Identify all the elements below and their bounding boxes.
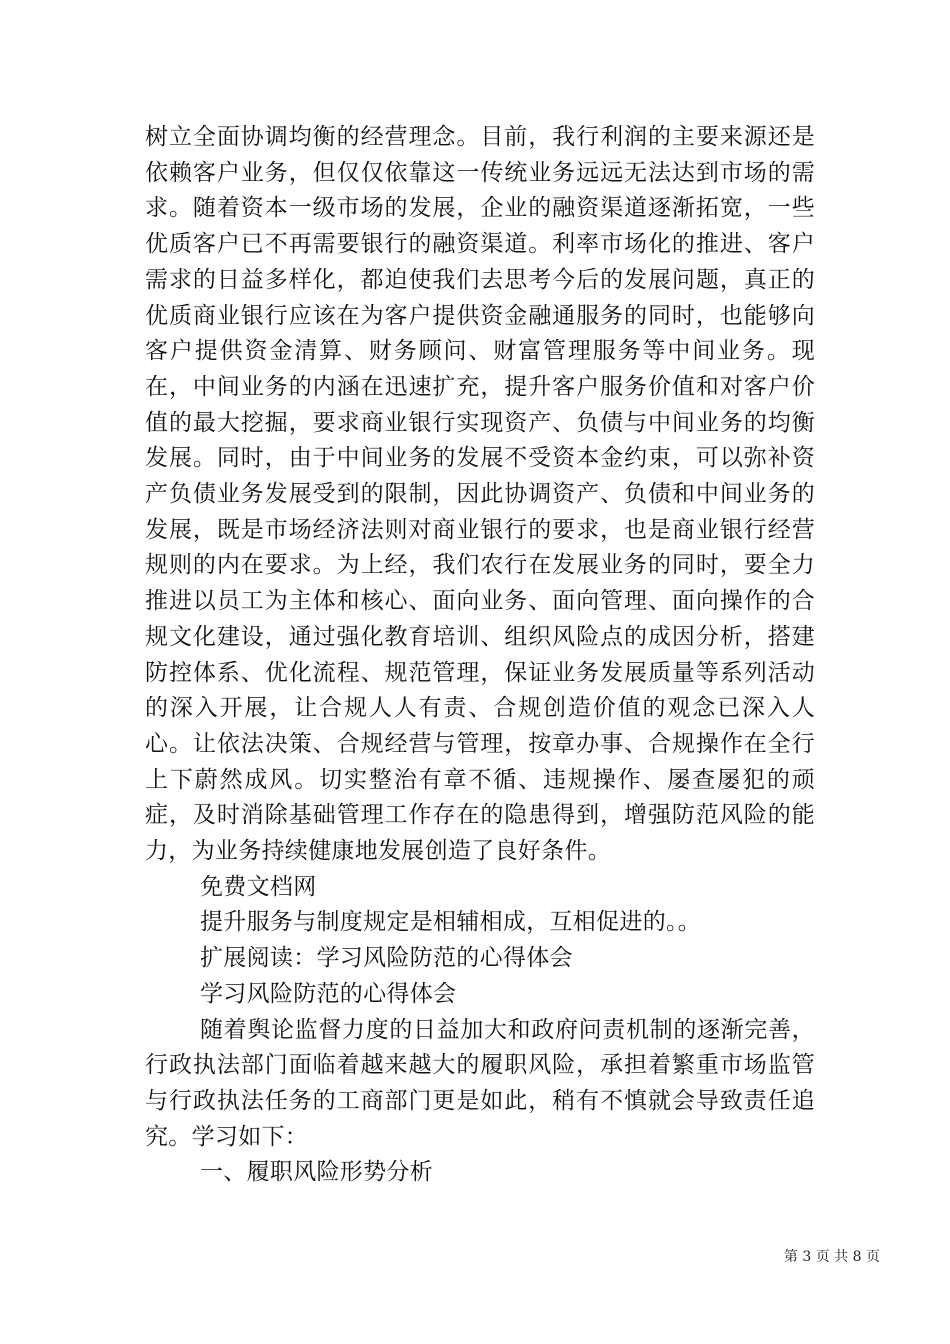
document-body	[145, 120, 815, 1191]
paragraph-intro: 随着舆论监督力度的日益加大和政府问责机制的逐渐完善，行政执法部门面临着越来越大的履职风险，承担着繁重市场监管与行政执法任务的工商部门更是如此，稍有不慎就会导致责任追究。学习如下：	[145, 1016, 815, 1150]
paragraph-section-title: 学习风险防范的心得体会	[200, 980, 457, 1007]
paragraph-service-rules: 提升服务与制度规定是相辅相成，互相促进的。。	[200, 909, 702, 936]
paragraph-heading-one: 一、履职风险形势分析	[200, 1159, 433, 1186]
page-number-footer: 第 3 页 共 8 页	[783, 1249, 880, 1265]
paragraph-source-note: 免费文档网	[200, 873, 317, 900]
paragraph-business-balance: 树立全面协调均衡的经营理念。目前，我行利润的主要来源还是依赖客户业务，但仅仅依靠这一传统业务远远无法达到市场的需求。随着资本一级市场的发展，企业的融资渠道逐渐拓宽，一些优质客户已不再需要银行的融资渠道。利率市场化的推进、客户需求的日益多样化，都迫使我们去思考今后的发展问题，真正的优质商业银行应该在为客户提供资金融通服务的同时，也能够向客户提供资金清算、财务顾问、财富管理服务等中间业务。现在，中间业务的内涵在迅速扩充，提升客户服务价值和对客户价值的最大挖掘，要求商业银行实现资产、负债与中间业务的均衡发展。同时，由于中间业务的发展不受资本金约束，可以弥补资产负债业务发展受到的限制，因此协调资产、负债和中间业务的发展，既是市场经济法则对商业银行的要求，也是商业银行经营规则的内在要求。为上经，我们农行在发展业务的同时，要全力推进以员工为主体和核心、面向业务、面向管理、面向操作的合规文化建设，通过强化教育培训、组织风险点的成因分析，搭建防控体系、优化流程、规范管理，保证业务发展质量等系列活动的深入开展，让合规人人有责、合规创造价值的观念已深入人心。让依法决策、合规经营与管理，按章办事、合规操作在全行上下蔚然成风。切实整治有章不循、违规操作、屡查屡犯的顽症，及时消除基础管理工作存在的隐患得到，增强防范风险的能力，为业务持续健康地发展创造了良好条件。	[145, 124, 815, 865]
paragraph-extended-reading: 扩展阅读：学习风险防范的心得体会	[200, 945, 573, 972]
